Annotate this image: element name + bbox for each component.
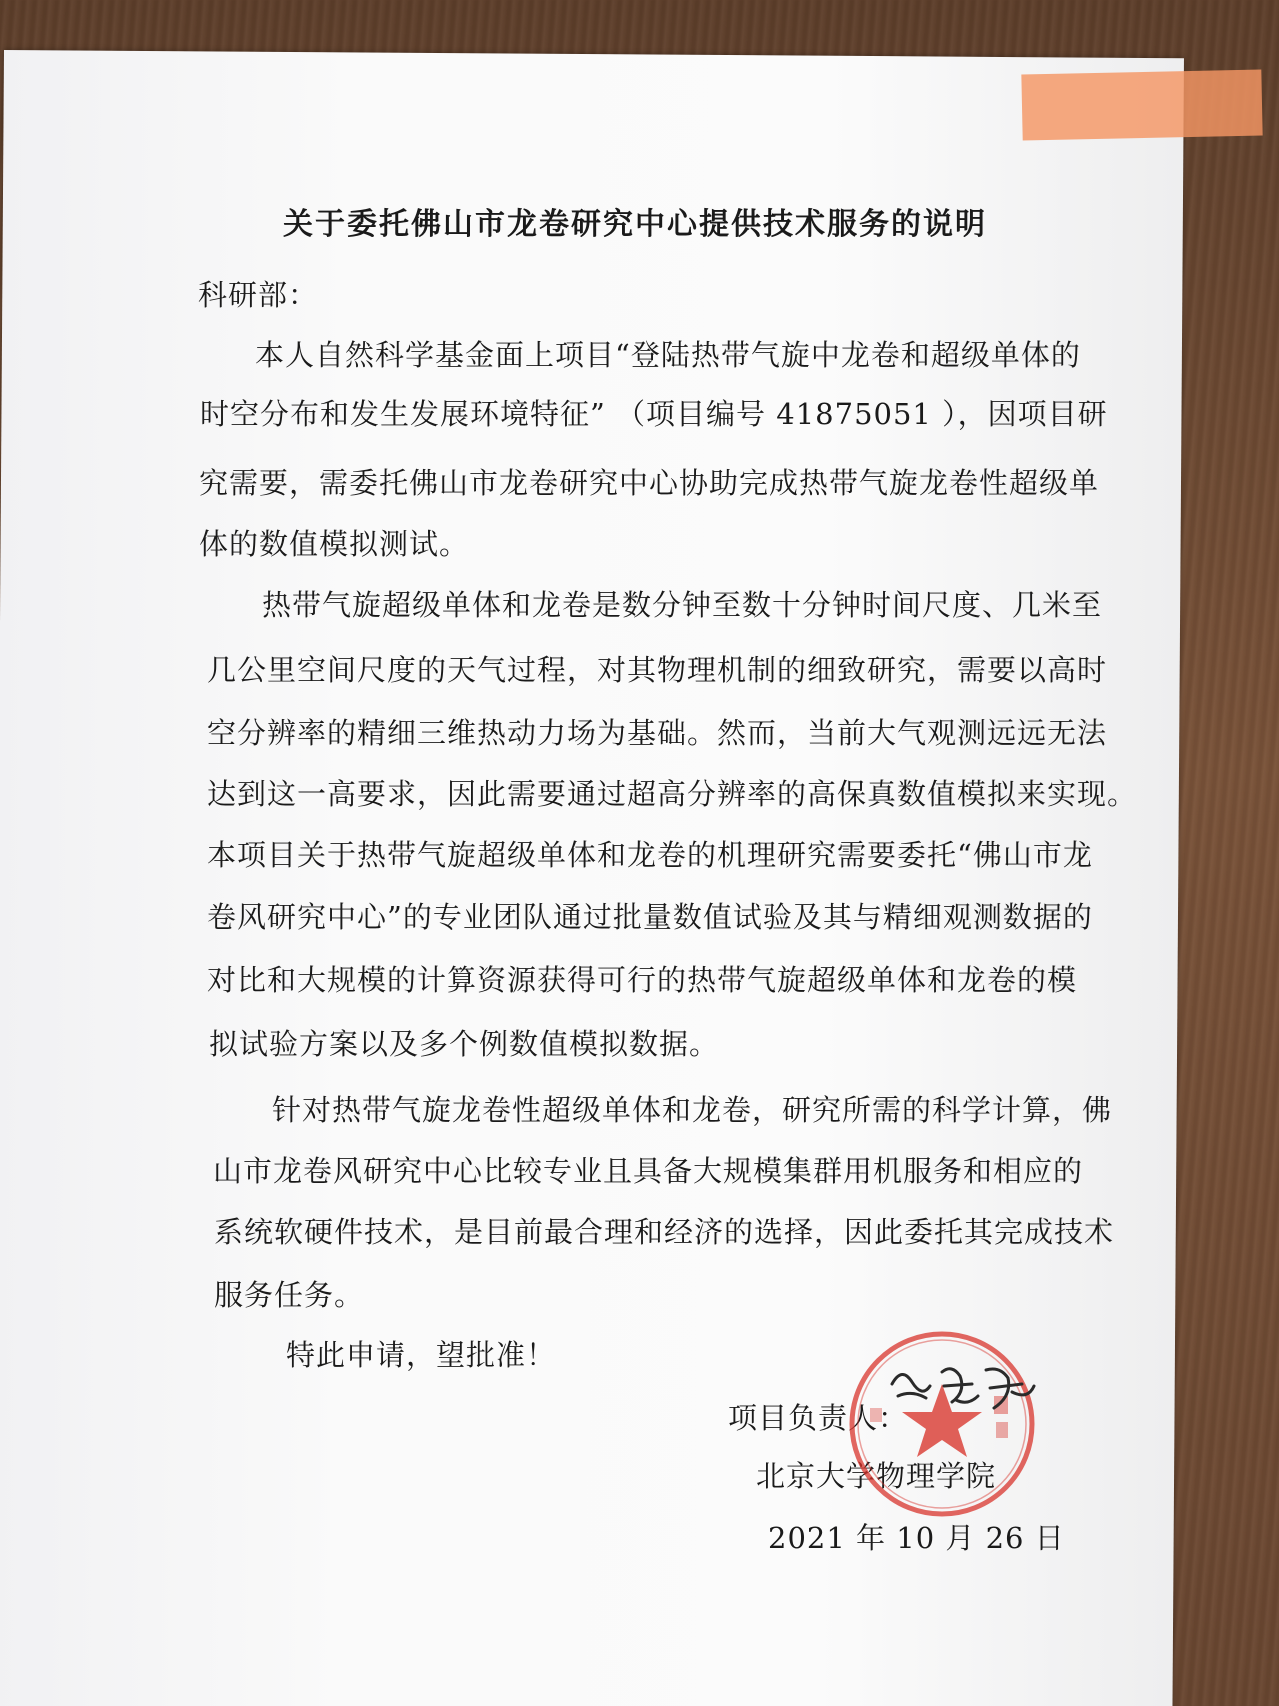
body-line: 山市龙卷风研究中心比较专业且具备大规模集群用机服务和相应的 — [213, 1154, 1084, 1188]
body-line: 体的数值模拟测试。 — [199, 527, 470, 561]
body-line: 卷风研究中心”的专业团队通过批量数值试验及其与精细观测数据的 — [207, 900, 1093, 934]
document-title: 关于委托佛山市龙卷研究中心提供技术服务的说明 — [283, 207, 987, 242]
body-line: 本人自然科学基金面上项目“登陆热带气旋中龙卷和超级单体的 — [255, 338, 1081, 372]
body-line: 空分辨率的精细三维热动力场为基础。然而，当前大气观测远远无法 — [207, 716, 1108, 750]
body-line: 对比和大规模的计算资源获得可行的热带气旋超级单体和龙卷的模 — [207, 963, 1078, 997]
handwritten-signature — [882, 1356, 1042, 1416]
closing-line: 特此申请，望批准！ — [286, 1338, 557, 1372]
signature-label: 项目负责人： — [728, 1401, 909, 1435]
body-line: 究需要，需委托佛山市龙卷研究中心协助完成热带气旋龙卷性超级单 — [199, 466, 1100, 500]
body-line: 几公里空间尺度的天气过程，对其物理机制的细致研究，需要以高时 — [207, 653, 1108, 687]
body-line: 服务任务。 — [214, 1278, 365, 1312]
body-line: 达到这一高要求，因此需要通过超高分辨率的高保真数值模拟来实现。 — [207, 777, 1138, 811]
body-line: 时空分布和发生发展环境特征” （项目编号 41875051 ），因项目研 — [200, 397, 1108, 431]
body-line: 系统软硬件技术，是目前最合理和经济的选择，因此委托其完成技术 — [214, 1215, 1115, 1249]
orange-sticky-note — [1021, 69, 1262, 140]
institution-name: 北京大学物理学院 — [756, 1459, 997, 1493]
body-line: 热带气旋超级单体和龙卷是数分钟至数十分钟时间尺度、几米至 — [262, 588, 1103, 622]
body-line: 拟试验方案以及多个例数值模拟数据。 — [209, 1027, 720, 1061]
body-line: 针对热带气旋龙卷性超级单体和龙卷，研究所需的科学计算，佛 — [272, 1093, 1113, 1127]
salutation: 科研部： — [198, 278, 319, 312]
document-date: 2021 年 10 月 26 日 — [768, 1521, 1065, 1555]
body-line: 本项目关于热带气旋超级单体和龙卷的机理研究需要委托“佛山市龙 — [207, 838, 1093, 872]
